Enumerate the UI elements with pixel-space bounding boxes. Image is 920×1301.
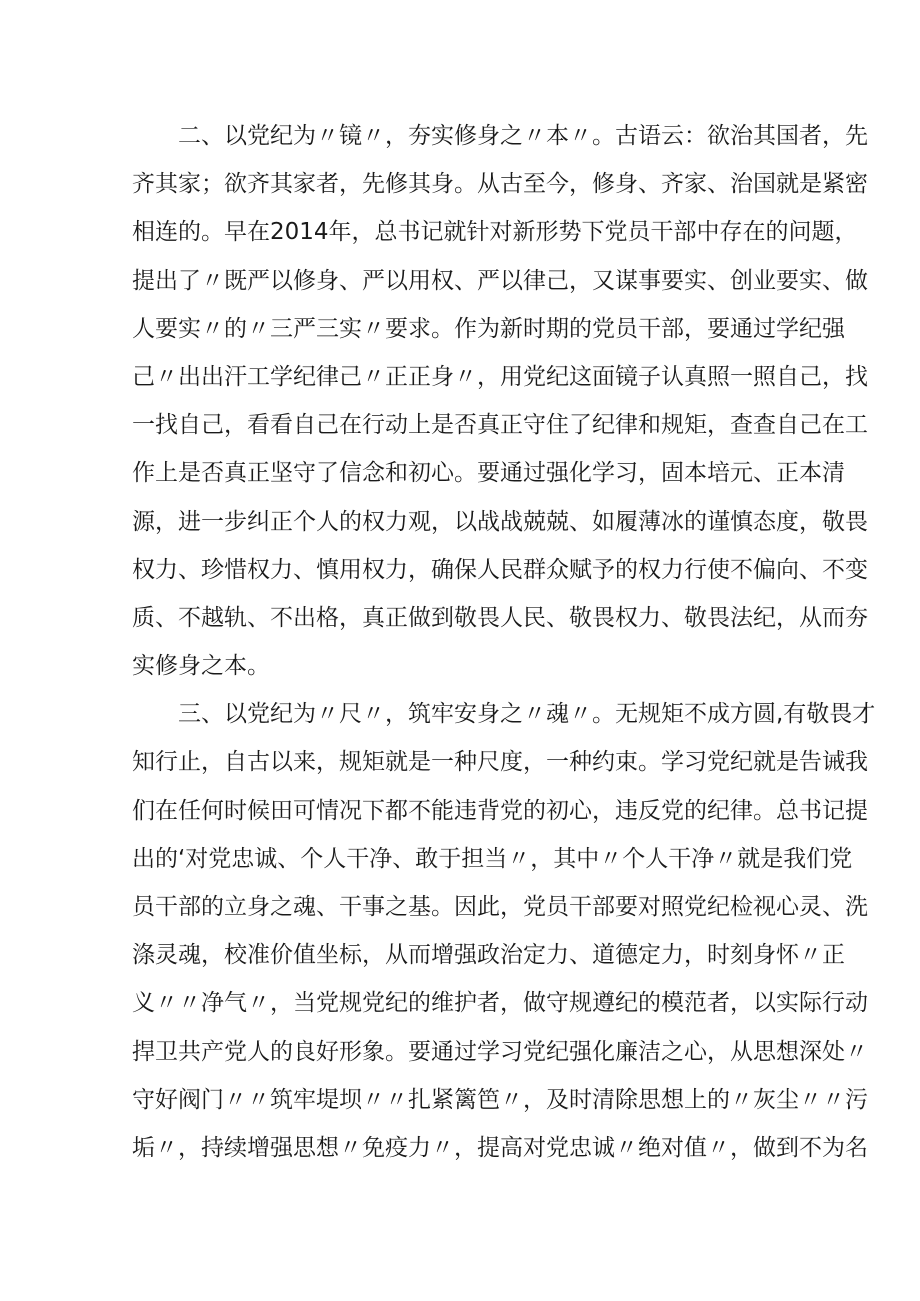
paragraph-line: 捍卫共产党人的良好形象。要通过学习党纪强化廉洁之心，从思想深处〃 bbox=[132, 1038, 868, 1065]
paragraph-line: 齐其家；欲齐其家者，先修其身。从古至今，修身、齐家、治国就是紧密 bbox=[132, 171, 868, 198]
paragraph-line: 源，进一步纠正个人的权力观，以战战兢兢、如履薄冰的谨慎态度，敬畏 bbox=[132, 508, 868, 535]
document-body bbox=[132, 112, 876, 1172]
paragraph-line: 提出了〃既严以修身、严以用权、严以律己，又谋事要实、创业要实、做 bbox=[132, 267, 868, 294]
paragraph-line: 们在任何时候田可情况下都不能违背党的初心，违反党的纪律。总书记提 bbox=[132, 797, 868, 824]
paragraph-two bbox=[132, 112, 868, 690]
paragraph-line: 涤灵魂，校准价值坐标，从而增强政治定力、道德定力，时刻身怀〃正 bbox=[132, 942, 845, 969]
paragraph-line: 知行止，自古以来，规矩就是一种尺度，一种约束。学习党纪就是告诫我 bbox=[132, 749, 868, 776]
paragraph-line: 作上是否真正坚守了信念和初心。要通过强化学习，固本培元、正本清 bbox=[132, 460, 845, 487]
paragraph-line: 相连的。早在2014年，总书记就针对新形势下党员干部中存在的问题， bbox=[132, 219, 858, 246]
paragraph-line: 质、不越轨、不出格，真正做到敬畏人民、敬畏权力、敬畏法纪，从而夯 bbox=[132, 604, 868, 631]
paragraph-line: 权力、珍惜权力、慎用权力，确保人民群众赋予的权力行使不偏向、不变 bbox=[132, 556, 868, 583]
paragraph-line: 义〃〃净气〃，当党规党纪的维护者，做守规遵纪的模范者，以实际行动 bbox=[132, 990, 868, 1017]
paragraph-line: 人要实〃的〃三严三实〃要求。作为新时期的党员干部，要通过学纪强 bbox=[132, 315, 845, 342]
paragraph-line: 三、以党纪为〃尺〃，筑牢安身之〃魂〃。无规矩不成方圆,有敬畏才 bbox=[132, 701, 876, 728]
paragraph-line: 垢〃，持续增强思想〃免疫力〃，提高对党忠诚〃绝对值〃，做到不为名 bbox=[132, 1134, 868, 1161]
paragraph-three bbox=[132, 690, 876, 1172]
paragraph-line: 一找自己，看看自己在行动上是否真正守住了纪律和规矩，查查自己在工 bbox=[132, 412, 868, 439]
paragraph-line: 二、以党纪为〃镜〃，夯实修身之〃本〃。古语云：欲治其国者，先 bbox=[132, 123, 868, 149]
paragraph-line: 出的‘对党忠诚、个人干净、敢于担当〃，其中〃个人干净〃就是我们党 bbox=[132, 845, 853, 872]
paragraph-line: 员干部的立身之魂、干事之基。因此，党员干部要对照党纪检视心灵、洗 bbox=[132, 894, 868, 920]
paragraph-line: 实修身之本。 bbox=[132, 653, 270, 680]
paragraph-line: 己〃出出汗工学纪律己〃正正身〃，用党纪这面镜子认真照一照自己，找 bbox=[132, 363, 868, 390]
paragraph-line: 守好阀门〃〃筑牢堤坝〃〃扎紧篱笆〃，及时清除思想上的〃灰尘〃〃污 bbox=[132, 1086, 868, 1113]
